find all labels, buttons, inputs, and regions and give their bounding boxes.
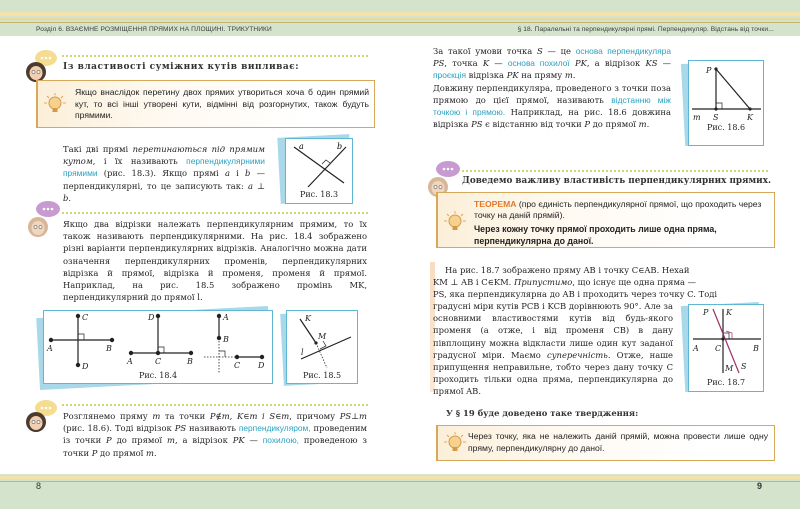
svg-text:B: B <box>106 344 112 353</box>
svg-text:B: B <box>753 344 759 353</box>
unique-perpendicular-diagram <box>689 305 765 377</box>
svg-text:C: C <box>234 361 241 370</box>
page-number: 8 <box>36 481 42 491</box>
svg-text:M: M <box>725 364 734 373</box>
svg-text:B: B <box>223 335 229 344</box>
dotted-divider <box>62 404 368 406</box>
perpendicular-terms-paragraph: За такої умови точка S — це основа перпендикуляра PS, точка K — основа похилої PK, а відрізок KS — проєкція відрізка PK на пряму m. Довжину перпендикуляра, проведеного з точки поза прямою до цієї прямої, називають відстанню між точкою і прямою. Наприклад, на рис. 18.6 довжина відрізка PS є відстанню від точки P до прямої m. <box>433 46 672 130</box>
dotted-divider <box>462 170 768 172</box>
svg-text:S: S <box>713 113 719 122</box>
perpendicular-segments-paragraph: Якщо два відрізки належать перпендикулярним прямим, то їх також називають перпендикулярними. На рис. 18.4 зображено різні варіанти перпендикулярних відрізків. Аналогічно можна дати означення перпендикулярних променів, перпендикулярних відрізка й прямої, відрізка й променя, променя й прямої. Наприклад, на рис. 18.5 зображено промінь MK, перпендикулярний до прямої l. <box>63 219 367 303</box>
svg-text:m: m <box>693 113 701 122</box>
dotted-divider <box>62 55 368 57</box>
figure-18-3 <box>285 138 353 204</box>
woman-avatar-icon <box>24 200 62 244</box>
lightbulb-icon <box>444 211 466 235</box>
intro-text: Доведемо важливу властивість перпендикулярних прямих. <box>462 176 772 186</box>
svg-text:C: C <box>155 357 162 366</box>
perpendicular-lines-definition: Такі дві прямі перетинаються під прямим кутом, і їх називають перпендикулярними прямими (рис. 18.3). Якщо прямі a і b — перпендикулярні, то це записують так: a ⊥ b. <box>63 144 265 203</box>
svg-text:A: A <box>47 344 53 353</box>
figure-18-6 <box>688 60 764 146</box>
svg-text:A: A <box>693 344 699 353</box>
svg-text:a: a <box>299 142 304 151</box>
term-oblique-base: основа похилої <box>507 58 570 69</box>
svg-text:S: S <box>741 362 747 371</box>
svg-text:K: K <box>747 113 753 122</box>
term-distance-point-line: відстанню між точкою і прямою. <box>433 94 671 118</box>
svg-text:l: l <box>301 348 304 357</box>
figure-18-5 <box>286 310 358 384</box>
svg-text:P: P <box>703 308 709 317</box>
svg-text:K: K <box>726 308 732 317</box>
perpendicular-oblique-diagram <box>689 61 765 127</box>
svg-text:M: M <box>318 332 327 341</box>
figure-18-4 <box>43 310 273 384</box>
rule-text: Якщо внаслідок перетину двох прямих утвориться хоча б один прямий кут, то всі інші утворені кути, відмінні від розгорнутих, також будуть прямими. <box>75 87 369 120</box>
theorem-label: ТЕОРЕМА <box>474 199 517 209</box>
chapter-header: Розділ 6. ВЗАЄМНЕ РОЗМІЩЕННЯ ПРЯМИХ НА ПЛОЩИНІ. ТРИКУТНИКИ <box>36 26 272 33</box>
figure-caption: Рис. 18.6 <box>706 123 746 132</box>
term-oblique: похилою, <box>262 435 299 446</box>
rule-text: Через точку, яка не належить даній прямій, можна провести лише одну пряму, перпендикулярну до даної. <box>468 431 768 453</box>
proof-text-body: градусні міри кутів PCB і KCB дорівнюють 90°. Але за основними властивостями кутів від будь-якого променя (а отже, і від променя CB) в дану півплощину можна відкласти лише один кут заданої градусної міри. Маємо суперечність. Отже, наше припущення неправильне, тобто через дану точку C проходить тільки одна пряма, перпендикулярна до прямої AB. <box>433 301 673 397</box>
term-perpendicular-lines: перпендикулярними прямими <box>63 156 265 179</box>
theorem-box <box>437 192 775 248</box>
theorem-statement: Через кожну точку прямої проходить лише одна пряма, перпендикулярна до даної. <box>474 224 717 246</box>
lightbulb-icon <box>44 93 66 117</box>
perpendicular-and-oblique-definition: Розглянемо пряму m та точки P∉m, K∈m і S∈m, причому PS⊥m (рис. 18.6). Тоді відрізок PS називають перпендикуляром, проведеним із точки P до прямої m, а відрізок PK — похилою, проведеною з точки P до прямої m. <box>63 411 368 458</box>
figure-caption: Рис. 18.5 <box>302 371 342 380</box>
next-statement-intro: У § 19 буде доведено таке твердження: <box>446 408 639 418</box>
term-perpendicular: перпендикуляром, <box>238 423 311 434</box>
rule-box <box>37 80 375 128</box>
proof-text-top: На рис. 18.7 зображено пряму AB і точку C∈AB. Нехай KM ⊥ AB і C∈KM. Припустимо, що існує ще одна пряма — PS, яка перпендикулярна до AB і проходить через точку C. Тоді <box>433 265 718 300</box>
figure-caption: Рис. 18.4 <box>138 371 178 380</box>
right-page <box>400 0 800 509</box>
svg-text:P: P <box>706 66 712 75</box>
dotted-divider <box>62 212 368 214</box>
section-header: § 18. Паралельні та перпендикулярні прямі. Перпендикуляр. Відстань від точки... <box>517 26 774 33</box>
svg-text:B: B <box>187 357 193 366</box>
ray-perpendicular-line-diagram <box>287 311 359 373</box>
lightbulb-icon <box>444 432 466 456</box>
svg-text:b: b <box>337 142 343 151</box>
svg-text:K: K <box>305 314 311 323</box>
svg-text:D: D <box>148 313 155 322</box>
perpendicular-lines-diagram <box>286 139 354 191</box>
rule-box <box>437 425 775 461</box>
svg-text:D: D <box>258 361 265 370</box>
footer-band <box>400 474 800 509</box>
figure-caption: Рис. 18.3 <box>299 190 339 199</box>
svg-text:A: A <box>127 357 133 366</box>
page-number: 9 <box>756 481 762 491</box>
svg-text:C: C <box>82 313 89 322</box>
svg-text:D: D <box>82 362 89 371</box>
svg-text:C: C <box>715 344 722 353</box>
theorem-subtitle: (про єдиність перпендикулярної прямої, що проходить через точку на даній прямій). <box>474 199 762 220</box>
figure-18-7 <box>688 304 764 392</box>
term-perpendicular-base: основа перпендикуляра <box>575 46 671 56</box>
term-projection: проєкція <box>433 70 466 81</box>
footer-band <box>0 474 400 509</box>
perpendicular-segments-diagram <box>44 311 274 373</box>
figure-caption: Рис. 18.7 <box>706 378 746 387</box>
svg-text:A: A <box>223 313 229 322</box>
intro-text: Із властивості суміжних кутів випливає: <box>63 62 300 72</box>
bearded-man-avatar-icon <box>22 398 60 442</box>
